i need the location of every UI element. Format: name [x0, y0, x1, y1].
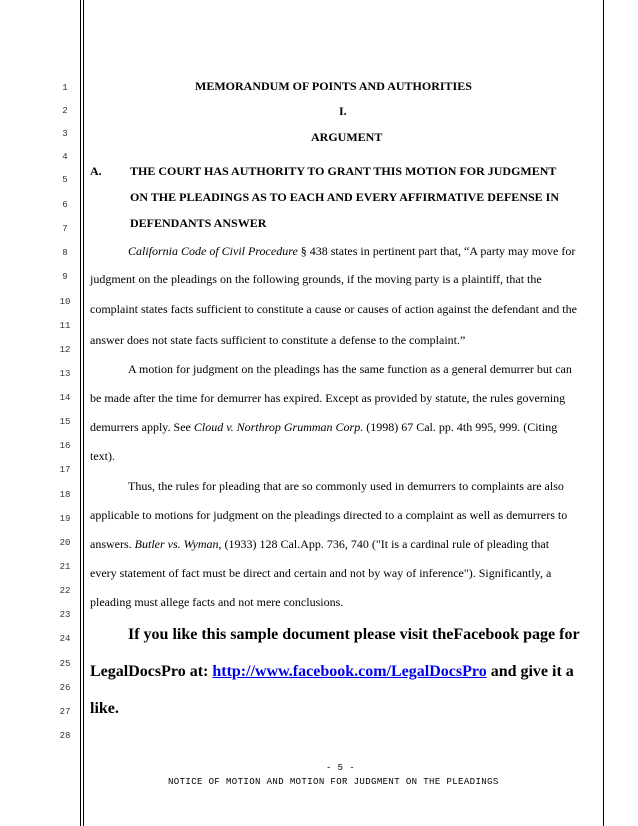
- paragraph-1-line-4: answer does not state facts sufficient to constitute a defense to the complaint.”: [90, 333, 466, 347]
- promo-line-2: [90, 663, 574, 681]
- paragraph-3-line-3: [90, 537, 549, 551]
- paragraph-2-line-2: be made after the time for demurrer has expired. Except as provided by statute, the rules governing: [90, 391, 566, 405]
- line-number: 12: [59, 345, 71, 355]
- left-margin-rule-outer: [80, 0, 81, 826]
- line-number: 20: [59, 538, 71, 548]
- line-number: 23: [59, 610, 71, 620]
- line-number: 4: [62, 152, 68, 162]
- line-number: 11: [59, 321, 71, 331]
- subheading-line: THE COURT HAS AUTHORITY TO GRANT THIS MOTION FOR JUDGMENT: [130, 164, 557, 178]
- page-number: - 5 -: [326, 763, 356, 773]
- paragraph-1-text: § 438 states in pertinent part that, “A party may move for: [297, 244, 576, 258]
- paragraph-3-text: , (1933) 128 Cal.App. 736, 740 ("It is a cardinal rule of pleading that: [218, 537, 550, 551]
- paragraph-1-line-2: judgment on the pleadings on the following grounds, if the moving party is a plaintiff, that the: [90, 272, 542, 286]
- line-number: 27: [59, 707, 71, 717]
- case-citation: Butler vs. Wyman: [134, 537, 219, 551]
- right-margin-rule: [603, 0, 604, 826]
- line-number: 7: [62, 224, 68, 234]
- footer-caption: NOTICE OF MOTION AND MOTION FOR JUDGMENT ON THE PLEADINGS: [168, 777, 499, 787]
- paragraph-3-line-5: pleading must allege facts and not mere conclusions.: [90, 595, 344, 609]
- facebook-link[interactable]: http://www.facebook.com/LegalDocsPro: [212, 663, 487, 680]
- line-number: 28: [59, 731, 71, 741]
- paragraph-3-line-4: every statement of fact must be direct and certain and not by way of inference"). Significantly, a: [90, 566, 552, 580]
- statute-citation: California Code of Civil Procedure: [128, 244, 298, 258]
- line-number: 18: [59, 490, 71, 500]
- line-number: 13: [59, 369, 71, 379]
- paragraph-2-text: (1998) 67 Cal. pp. 4th 995, 999. (Citing: [363, 420, 558, 434]
- paragraph-3-line-2: applicable to motions for judgment on the pleadings directed to a complaint as well as demurrers to: [90, 508, 568, 522]
- line-number: 10: [59, 297, 71, 307]
- section-number: I.: [339, 104, 347, 118]
- paragraph-3-text: answers.: [90, 537, 135, 551]
- line-number: 19: [59, 514, 71, 524]
- line-number: 21: [59, 562, 71, 572]
- left-margin-rule-inner: [83, 0, 84, 826]
- line-number: 15: [59, 417, 71, 427]
- promo-text: LegalDocsPro at:: [90, 663, 213, 680]
- line-number: 14: [59, 393, 71, 403]
- line-number: 26: [59, 683, 71, 693]
- paragraph-2-line-3: [90, 420, 557, 434]
- line-number: 2: [62, 106, 68, 116]
- promo-line-1: If you like this sample document please visit theFacebook page for: [128, 626, 580, 643]
- line-number: 25: [59, 659, 71, 669]
- line-number: 24: [59, 634, 71, 644]
- line-number: 9: [62, 272, 68, 282]
- line-number: 22: [59, 586, 71, 596]
- paragraph-2-text: demurrers apply. See: [90, 420, 194, 434]
- promo-line-3: like.: [90, 700, 119, 717]
- section-title: ARGUMENT: [311, 130, 383, 144]
- paragraph-2-line-1: A motion for judgment on the pleadings has the same function as a general demurrer but can: [128, 362, 572, 376]
- paragraph-2-line-4: text).: [90, 449, 115, 463]
- line-number: 6: [62, 200, 68, 210]
- line-number: 8: [62, 248, 68, 258]
- case-citation: Cloud v. Northrop Grumman Corp.: [193, 420, 364, 434]
- subheading-line: DEFENDANTS ANSWER: [130, 216, 267, 230]
- paragraph-3-line-1: Thus, the rules for pleading that are so commonly used in demurrers to complaints are also: [128, 479, 564, 493]
- promo-text: and give it a: [486, 663, 574, 680]
- line-number: 17: [59, 465, 71, 475]
- subheading-line: ON THE PLEADINGS AS TO EACH AND EVERY AFFIRMATIVE DEFENSE IN: [130, 190, 559, 204]
- memorandum-title: MEMORANDUM OF POINTS AND AUTHORITIES: [195, 79, 472, 93]
- line-number: 5: [62, 175, 68, 185]
- paragraph-1-line-1: [128, 244, 575, 258]
- paragraph-1-line-3: complaint states facts sufficient to constitute a cause or causes of action against the defendant and the: [90, 302, 577, 316]
- line-number: 16: [59, 441, 71, 451]
- line-number: 1: [62, 83, 68, 93]
- subheading-letter: A.: [90, 164, 102, 178]
- line-number: 3: [62, 129, 68, 139]
